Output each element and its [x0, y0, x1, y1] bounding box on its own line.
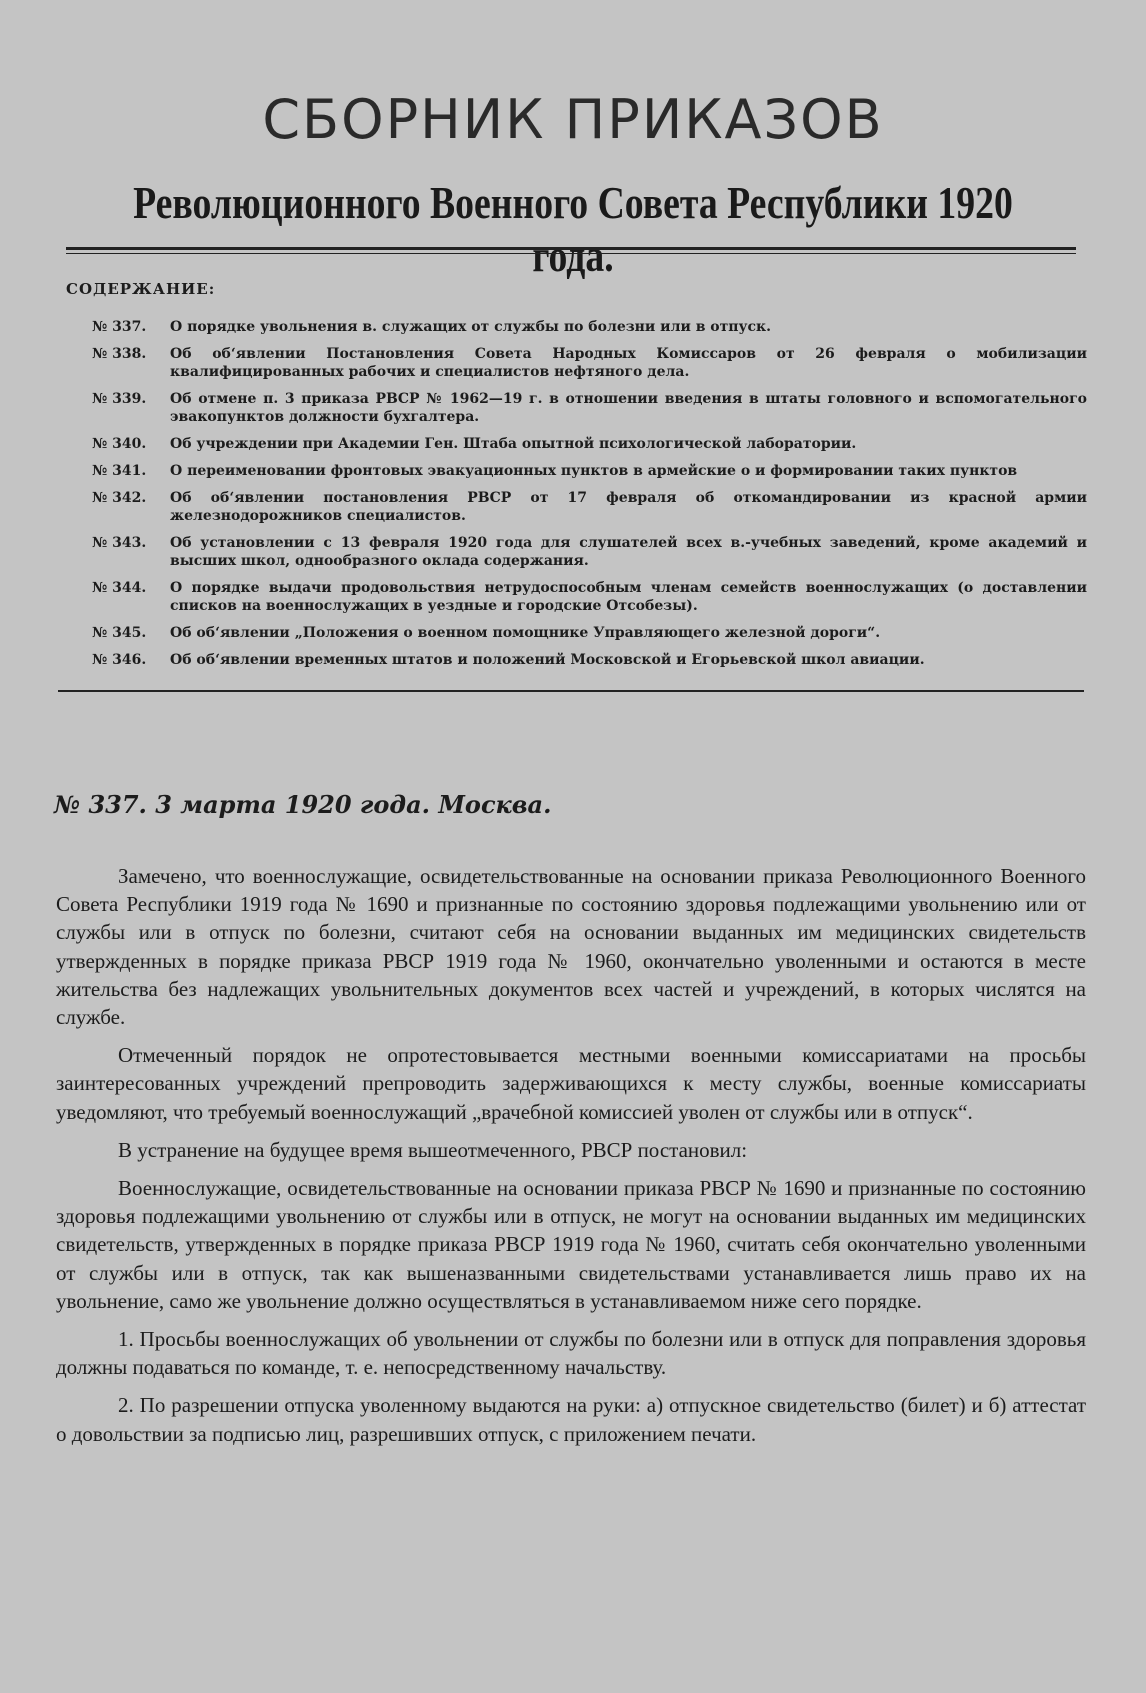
document-subtitle: Революционного Военного Совета Республики 1920 года.	[133, 177, 1013, 281]
toc-item	[92, 345, 1087, 381]
toc-item	[92, 390, 1087, 426]
document-title: СБОРНИК ПРИКАЗОВ	[262, 88, 884, 151]
order-paragraph: Замечено, что военнослужащие, освидетельствованные на основании приказа Революционного Военного Совета Республики 1919 года № 1690 и признанные по состоянию здоровья подлежащими увольнению или от службы или в отпуск по болезни, считают себя на основании выданных им медицинских свидетельств утвержденных в порядке приказа РВСР 1919 года № 1960, окончательно уволенными и остаются в месте жительства без надлежащих увольнительных документов всех частей и учреждений, в которых числятся на службе.	[56, 864, 1086, 1030]
toc-item-number: № 338.	[92, 346, 147, 362]
toc-item	[92, 534, 1087, 570]
toc-item-number: № 341.	[92, 463, 147, 479]
toc-item-text: Об об‘явлении „Положения о военном помощнике Управляющего железной дороги“.	[170, 625, 881, 641]
toc-item-number: № 337.	[92, 319, 147, 335]
toc-item	[92, 489, 1087, 525]
toc-item-number: № 339.	[92, 391, 147, 407]
toc-item-number: № 344.	[92, 580, 147, 596]
table-of-contents	[92, 318, 1087, 678]
toc-item	[92, 624, 1087, 642]
toc-item-text: О порядке выдачи продовольствия нетрудоспособным членам семейств военнослужащих (о доставлении списков на военнослужащих в уездные и городские Отсобезы).	[170, 580, 1087, 614]
toc-item-text: Об об‘явлении временных штатов и положений Московской и Егорьевской школ авиации.	[170, 652, 925, 668]
toc-item	[92, 462, 1087, 480]
order-header: № 337. 3 марта 1920 года. Москва.	[54, 790, 552, 819]
toc-item-text: Об об‘явлении постановления РВСР от 17 февраля об откомандировании из красной армии железнодорожников специалистов.	[170, 490, 1087, 524]
contents-heading: СОДЕРЖАНИЕ:	[66, 280, 216, 298]
toc-item-text: О переименовании фронтовых эвакуационных пунктов в армейские о и формировании таких пунктов	[170, 463, 1018, 479]
toc-item-number: № 342.	[92, 490, 147, 506]
order-paragraph: 2. По разрешении отпуска уволенному выдаются на руки: а) отпускное свидетельство (билет) и б) аттестат о довольствии за подписью лиц, разрешивших отпуск, с приложением печати.	[56, 1393, 1086, 1446]
toc-item-text: Об отмене п. 3 приказа РВСР № 1962—19 г. в отношении введения в штаты головного и вспомогательного эвакопунктов должности бухгалтера.	[170, 391, 1087, 425]
order-paragraph: В устранение на будущее время вышеотмеченного, РВСР постановил:	[118, 1137, 748, 1162]
toc-item	[92, 651, 1087, 669]
toc-item	[92, 579, 1087, 615]
toc-item-text: Об учреждении при Академии Ген. Штаба опытной психологической лаборатории.	[170, 436, 857, 452]
toc-item-number: № 343.	[92, 535, 147, 551]
title-divider	[66, 247, 1076, 254]
toc-item-text: Об установлении с 13 февраля 1920 года для слушателей всех в.-учебных заведений, кроме академий и высших школ, однообразного оклада содержания.	[170, 535, 1087, 569]
order-paragraph: Военнослужащие, освидетельствованные на основании приказа РВСР № 1690 и признанные по состоянию здоровья подлежащими увольнению от службы или в отпуск, не могут на основании выданных им медицинских свидетельств, утвержденных в порядке приказа РВСР 1919 года № 1960, считать себя окончательно уволенными от службы или в отпуск, так как вышеназванными свидетельствами устанавливается лишь право их на увольнение, само же увольнение должно осуществляться в устанавливаемом ниже сего порядке.	[56, 1176, 1086, 1313]
toc-item-number: № 345.	[92, 625, 147, 641]
order-body	[56, 862, 1086, 1458]
toc-item-number: № 346.	[92, 652, 147, 668]
toc-item-text: О порядке увольнения в. служащих от службы по болезни или в отпуск.	[170, 319, 772, 335]
toc-item	[92, 435, 1087, 453]
toc-item-text: Об об‘явлении Постановления Совета Народных Комиссаров от 26 февраля о мобилизации квалифицированных рабочих и специалистов нефтяного дела.	[170, 346, 1087, 380]
toc-item-number: № 340.	[92, 436, 147, 452]
contents-divider	[58, 690, 1084, 692]
order-paragraph: 1. Просьбы военнослужащих об увольнении от службы по болезни или в отпуск для поправления здоровья должны подаваться по команде, т. е. непосредственному начальству.	[56, 1327, 1086, 1380]
order-paragraph: Отмеченный порядок не опротестовывается местными военными комиссариатами на просьбы заинтересованных учреждений препроводить задерживающихся к месту службы, военные комиссариаты уведомляют, что требуемый военнослужащий „врачебной комиссией уволен от службы или в отпуск“.	[56, 1043, 1086, 1124]
toc-item	[92, 318, 1087, 336]
